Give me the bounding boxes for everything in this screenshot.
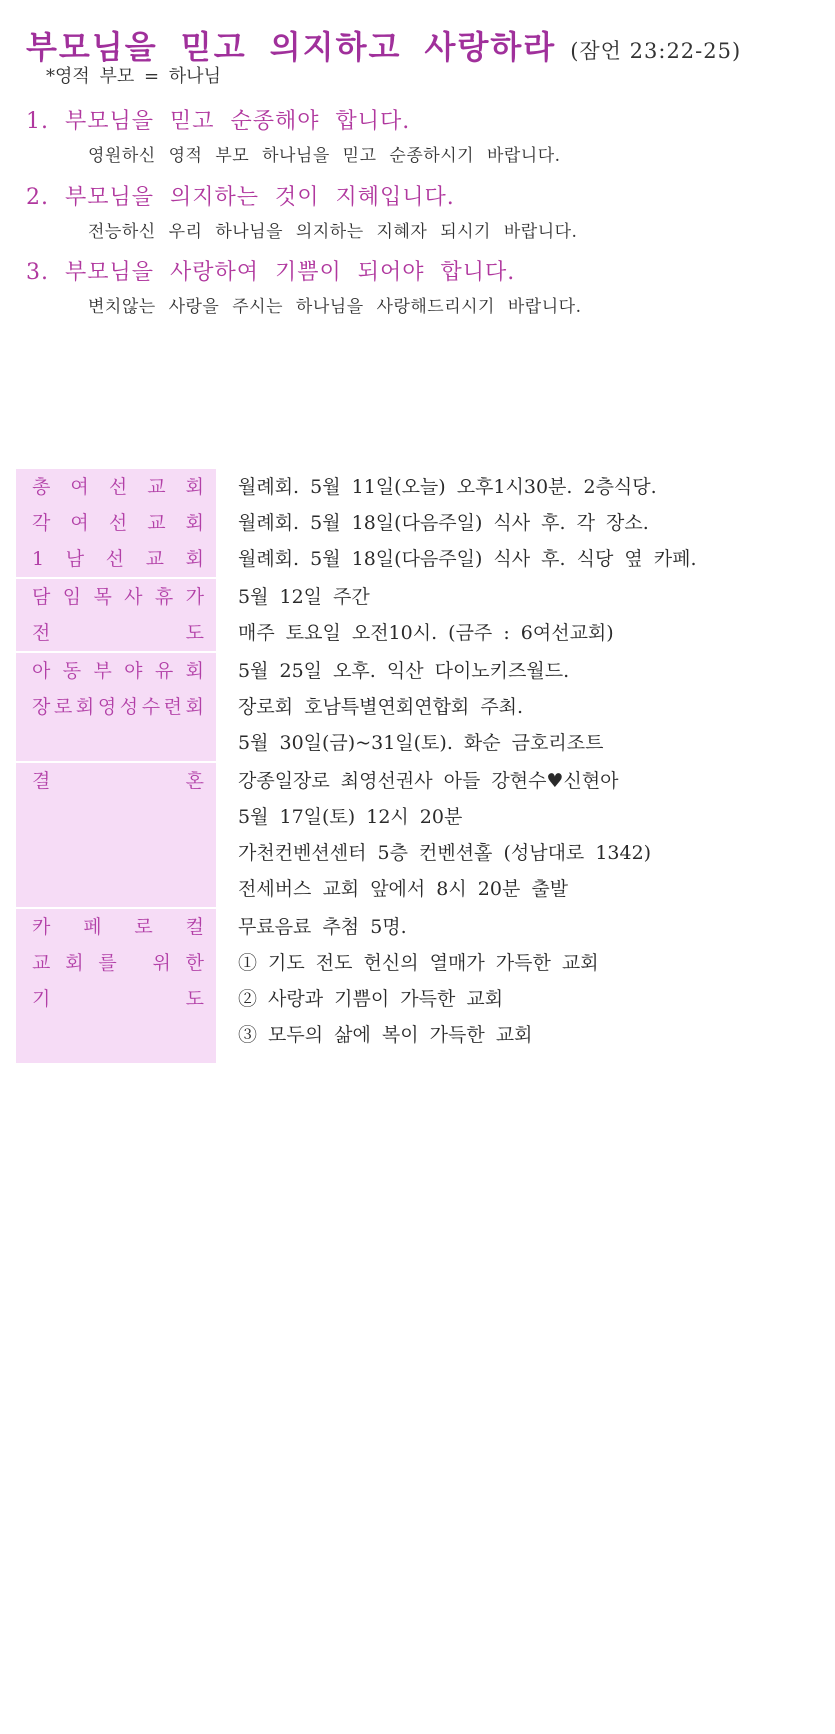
- announcement-group-wedding: [16, 763, 826, 909]
- point-body: 변치않는 사랑을 주시는 하나님을 사랑해드리시기 바랍니다.: [88, 297, 582, 317]
- announcement-line: 월례회. 5월 18일(다음주일) 식사 후. 식당 옆 카페.: [238, 548, 697, 570]
- announcement-labels: [16, 763, 216, 907]
- announcement-content: [216, 909, 826, 1063]
- point-heading: 3. 부모님을 사랑하여 기쁨이 되어야 합니다.: [26, 260, 516, 285]
- announcement-group-picnic-retreat: [16, 653, 826, 763]
- announcement-line: 무료음료 추첨 5명.: [238, 916, 407, 938]
- scripture-reference: (잠언 23:22-25): [570, 39, 742, 63]
- announcement-line: ③ 모두의 삶에 복이 가득한 교회: [238, 1024, 533, 1046]
- announcement-line: 매주 토요일 오전10시. (금주 : 6여선교회): [238, 622, 614, 644]
- announcement-label: 교 회 를 위 한: [32, 952, 204, 974]
- announcement-labels: [16, 909, 216, 1063]
- sermon-point-1: [26, 104, 826, 166]
- announcement-group-pastor-evangelism: [16, 579, 826, 653]
- announcement-label: 카 페 로 컬: [32, 916, 204, 938]
- point-heading: 2. 부모님을 의지하는 것이 지혜입니다.: [26, 185, 455, 210]
- point-body: 영원하신 영적 부모 하나님을 믿고 순종하시기 바랍니다.: [88, 146, 561, 166]
- announcement-label: 각 여 선 교 회: [32, 512, 204, 534]
- announcement-line: 5월 30일(금)~31일(토). 화순 금호리조트: [238, 732, 604, 754]
- announcement-label: 총 여 선 교 회: [32, 476, 204, 498]
- announcement-label: 결 혼: [32, 770, 204, 792]
- announcement-content: [216, 763, 826, 907]
- announcement-labels: [16, 469, 216, 577]
- announcement-content: [216, 653, 826, 761]
- sermon-title: 부모님을 믿고 의지하고 사랑하라: [26, 28, 557, 66]
- announcement-line: 장로회 호남특별연회연합회 주최.: [238, 696, 524, 718]
- sermon-point-3: [26, 255, 826, 317]
- announcement-line: 전세버스 교회 앞에서 8시 20분 출발: [238, 878, 569, 900]
- announcement-line: 5월 12일 주간: [238, 586, 370, 608]
- announcement-label: 기 도: [32, 988, 204, 1010]
- sermon-point-2: [26, 180, 826, 242]
- announcements: [16, 469, 826, 1065]
- announcement-content: [216, 469, 826, 577]
- announcement-line: 5월 17일(토) 12시 20분: [238, 806, 463, 828]
- announcement-line: ① 기도 전도 헌신의 열매가 가득한 교회: [238, 952, 599, 974]
- announcement-label: 1 남 선 교 회: [32, 548, 204, 570]
- announcement-label: 전 도: [32, 622, 204, 644]
- announcement-group-cafe-prayer: [16, 909, 826, 1065]
- announcement-label: 장 로 회 영 성 수 련 회: [32, 696, 204, 718]
- announcement-line: 월례회. 5월 11일(오늘) 오후1시30분. 2층식당.: [238, 476, 657, 498]
- announcement-line: 5월 25일 오후. 익산 다이노키즈월드.: [238, 660, 570, 682]
- announcement-content: [216, 579, 826, 651]
- announcement-line: 월례회. 5월 18일(다음주일) 식사 후. 각 장소.: [238, 512, 649, 534]
- announcement-line: 가천컨벤션센터 5층 컨벤션홀 (성남대로 1342): [238, 842, 652, 864]
- announcement-label: 담 임 목 사 휴 가: [32, 586, 204, 608]
- announcement-line: 강종일장로 최영선권사 아들 강현수♥신현아: [238, 770, 619, 792]
- sermon-note: *영적 부모 = 하나님: [46, 66, 221, 87]
- announcement-group-fellowship: [16, 469, 826, 579]
- announcement-labels: [16, 579, 216, 651]
- announcement-labels: [16, 653, 216, 761]
- point-heading: 1. 부모님을 믿고 순종해야 합니다.: [26, 109, 411, 134]
- point-body: 전능하신 우리 하나님을 의지하는 지혜자 되시기 바랍니다.: [88, 222, 578, 242]
- announcement-line: ② 사랑과 기쁨이 가득한 교회: [238, 988, 504, 1010]
- announcement-label: 아 동 부 야 유 회: [32, 660, 204, 682]
